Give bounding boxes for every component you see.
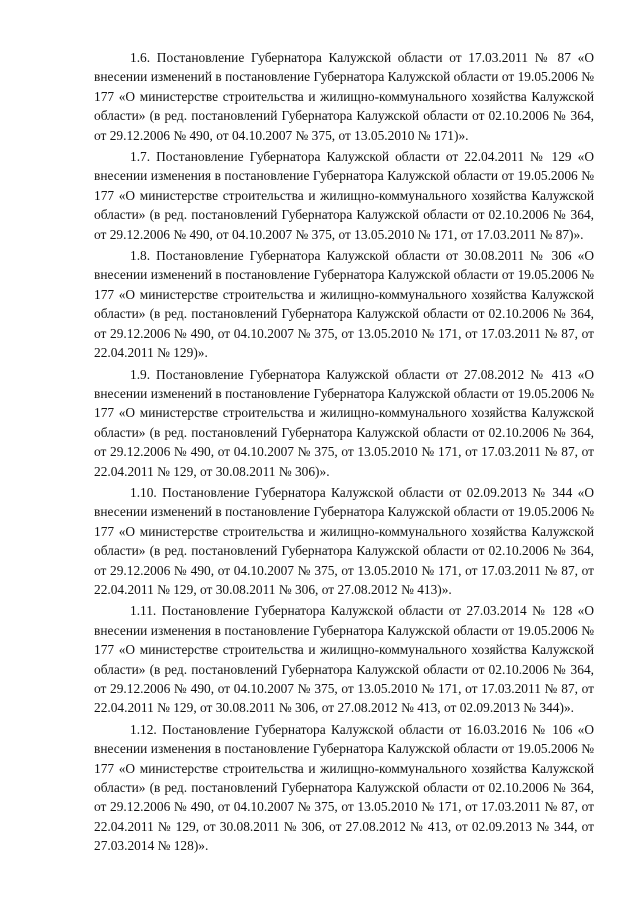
clause-1-12: 1.12. Постановление Губернатора Калужской области от 16.03.2016 № 106 «О внесении изменения в постановление Губернатора Калужской области от 19.05.2006 № 177 «О министерстве строительства и жилищно-коммунального хозяйства Калужской области» (в ред. постановлений Губернатора Калужской области от 02.10.2006 № 364, от 29.12.2006 № 490, от 04.10.2007 № 375, от 13.05.2010 № 171, от 17.03.2011 № 87, от 22.04.2011 № 129, от 30.08.2011 № 306, от 27.08.2012 № 413, от 02.09.2013 № 344, от 27.03.2014 № 128)». — [94, 721, 594, 854]
clause-1-10: 1.10. Постановление Губернатора Калужской области от 02.09.2013 № 344 «О внесении изменений в постановление Губернатора Калужской области от 19.05.2006 № 177 «О министерстве строительства и жилищно-коммунального хозяйства Калужской области» (в ред. постановлений Губернатора Калужской области от 02.10.2006 № 364, от 29.12.2006 № 490, от 04.10.2007 № 375, от 13.05.2010 № 171, от 17.03.2011 № 87, от 22.04.2011 № 129, от 30.08.2011 № 306, от 27.08.2012 № 413)». — [94, 484, 594, 597]
clause-1-11: 1.11. Постановление Губернатора Калужской области от 27.03.2014 № 128 «О внесении изменения в постановление Губернатора Калужской области от 19.05.2006 № 177 «О министерстве строительства и жилищно-коммунального хозяйства Калужской области» (в ред. постановлений Губернатора Калужской области от 02.10.2006 № 364, от 29.12.2006 № 490, от 04.10.2007 № 375, от 13.05.2010 № 171, от 17.03.2011 № 87, от 22.04.2011 № 129, от 30.08.2011 № 306, от 27.08.2012 № 413, от 02.09.2013 № 344)». — [94, 603, 594, 716]
clause-1-7: 1.7. Постановление Губернатора Калужской области от 22.04.2011 № 129 «О внесении изменения в постановление Губернатора Калужской области от 19.05.2006 № 177 «О министерстве строительства и жилищно-коммунального хозяйства Калужской области» (в ред. постановлений Губернатора Калужской области от 02.10.2006 № 364, от 29.12.2006 № 490, от 04.10.2007 № 375, от 13.05.2010 № 171, от 17.03.2011 № 87)». — [94, 149, 594, 242]
clause-1-8: 1.8. Постановление Губернатора Калужской области от 30.08.2011 № 306 «О внесении изменений в постановление Губернатора Калужской области от 19.05.2006 № 177 «О министерстве строительства и жилищно-коммунального хозяйства Калужской области» (в ред. постановлений Губернатора Калужской области от 02.10.2006 № 364, от 29.12.2006 № 490, от 04.10.2007 № 375, от 13.05.2010 № 171, от 17.03.2011 № 87, от 22.04.2011 № 129)». — [94, 248, 594, 361]
document-page — [94, 48, 594, 856]
clause-1-6: 1.6. Постановление Губернатора Калужской области от 17.03.2011 № 87 «О внесении изменений в постановление Губернатора Калужской области от 19.05.2006 № 177 «О министерстве строительства и жилищно-коммунального хозяйства Калужской области» (в ред. постановлений Губернатора Калужской области от 02.10.2006 № 364, от 29.12.2006 № 490, от 04.10.2007 № 375, от 13.05.2010 № 171)». — [94, 50, 594, 143]
clause-1-9: 1.9. Постановление Губернатора Калужской области от 27.08.2012 № 413 «О внесении изменений в постановление Губернатора Калужской области от 19.05.2006 № 177 «О министерстве строительства и жилищно-коммунального хозяйства Калужской области» (в ред. постановлений Губернатора Калужской области от 02.10.2006 № 364, от 29.12.2006 № 490, от 04.10.2007 № 375, от 13.05.2010 № 171, от 17.03.2011 № 87, от 22.04.2011 № 129, от 30.08.2011 № 306)». — [94, 366, 594, 479]
